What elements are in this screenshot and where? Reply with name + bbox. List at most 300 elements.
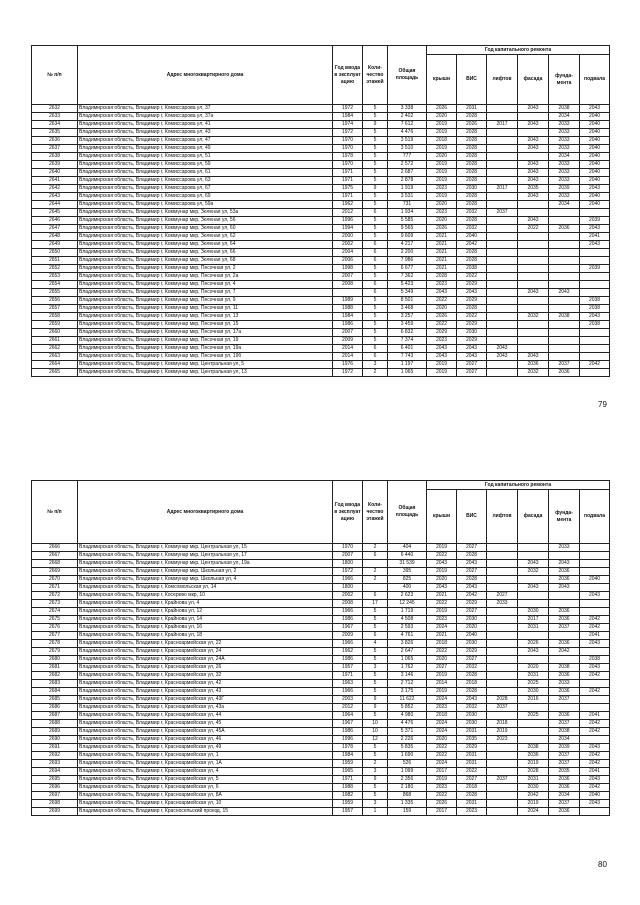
- cell-floors: 9: [363, 776, 388, 784]
- cell-roof-year: 2023: [427, 185, 457, 193]
- cell-basement-year: 2040: [580, 129, 610, 137]
- cell-foundation-year: [549, 209, 580, 217]
- cell-address: Владимирская область, Владимир г, Комиссарова ул, 37а: [78, 113, 333, 121]
- cell-row-num: 2691: [32, 744, 78, 752]
- cell-row-num: 2653: [32, 273, 78, 281]
- cell-vis-year: 2030: [457, 640, 487, 648]
- cell-year-built: 1964: [333, 712, 363, 720]
- cell-vis-year: 2035: [457, 736, 487, 744]
- cell-roof-year: 2023: [427, 784, 457, 792]
- cell-basement-year: 2043: [580, 776, 610, 784]
- cell-row-num: 2652: [32, 265, 78, 273]
- cell-vis-year: 2027: [457, 608, 487, 616]
- header-sub-facade: фасада: [518, 490, 549, 544]
- cell-facade-year: 2038: [518, 744, 549, 752]
- cell-roof-year: 2026: [427, 313, 457, 321]
- cell-foundation-year: 2033: [549, 137, 580, 145]
- cell-vis-year: 2032: [457, 209, 487, 217]
- cell-total-area: 7 986: [388, 257, 427, 265]
- cell-total-area: 3 257: [388, 313, 427, 321]
- cell-year-built: 1959: [333, 760, 363, 768]
- cell-foundation-year: [549, 297, 580, 305]
- table-row: [32, 656, 610, 664]
- table-row: [32, 592, 610, 600]
- cell-floors: 5: [363, 225, 388, 233]
- cell-address: Владимирская область, Владимир г, Крайнова ул, 18: [78, 632, 333, 640]
- cell-row-num: 2670: [32, 576, 78, 584]
- cell-address: Владимирская область, Владимир г, Коммунар мкр, Песочная ул, 19б: [78, 353, 333, 361]
- cell-lifts-year: [487, 616, 518, 624]
- cell-facade-year: [518, 600, 549, 608]
- cell-total-area: 2 712: [388, 680, 427, 688]
- cell-total-area: 1 690: [388, 752, 427, 760]
- cell-roof-year: 2021: [427, 592, 457, 600]
- cell-foundation-year: 2037: [549, 752, 580, 760]
- cell-facade-year: 2030: [518, 608, 549, 616]
- header-sub-roof: крыши: [427, 490, 457, 544]
- cell-row-num: 2697: [32, 792, 78, 800]
- cell-year-built: 1965: [333, 768, 363, 776]
- cell-facade-year: 2043: [518, 289, 549, 297]
- cell-year-built: 1998: [333, 265, 363, 273]
- cell-lifts-year: [487, 712, 518, 720]
- cell-basement-year: 2042: [580, 361, 610, 369]
- cell-row-num: 2651: [32, 257, 78, 265]
- table-row: [32, 153, 610, 161]
- cell-basement-year: 2041: [580, 632, 610, 640]
- cell-total-area: 731: [388, 201, 427, 209]
- cell-facade-year: [518, 153, 549, 161]
- cell-vis-year: 2030: [457, 185, 487, 193]
- cell-roof-year: 2022: [427, 744, 457, 752]
- cell-total-area: 404: [388, 544, 427, 552]
- cell-facade-year: 2025: [518, 680, 549, 688]
- cell-floors: 5: [363, 712, 388, 720]
- cell-address: Владимирская область, Владимир г, Комиссарова ул, 43: [78, 129, 333, 137]
- cell-floors: 9: [363, 121, 388, 129]
- cell-row-num: 2692: [32, 752, 78, 760]
- cell-foundation-year: 2034: [549, 792, 580, 800]
- cell-year-built: 1957: [333, 808, 363, 816]
- cell-row-num: 2645: [32, 209, 78, 217]
- cell-foundation-year: 2033: [549, 193, 580, 201]
- cell-address: Владимирская область, Владимир г, Красноармейская ул, 43: [78, 688, 333, 696]
- cell-address: Владимирская область, Владимир г, Красноармейская ул, 4: [78, 768, 333, 776]
- cell-floors: 6: [363, 632, 388, 640]
- cell-year-built: 1970: [333, 161, 363, 169]
- header-sub-basement: подвала: [580, 55, 610, 105]
- cell-row-num: 2634: [32, 121, 78, 129]
- cell-address: Владимирская область, Владимир г, Красноармейская ул, 45А: [78, 728, 333, 736]
- cell-total-area: 4 761: [388, 632, 427, 640]
- cell-foundation-year: [549, 265, 580, 273]
- cell-facade-year: [518, 728, 549, 736]
- cell-address: Владимирская область, Владимир г, Коммунар мкр, Зеленая ул, 64: [78, 241, 333, 249]
- cell-year-built: 1970: [333, 137, 363, 145]
- cell-address: Владимирская область, Владимир г, Красноармейская ул, 5: [78, 776, 333, 784]
- cell-floors: 6: [363, 289, 388, 297]
- table-row: [32, 744, 610, 752]
- cell-basement-year: 2040: [580, 137, 610, 145]
- cell-floors: 5: [363, 177, 388, 185]
- cell-address: Владимирская область, Владимир г, Коммунар мкр, Центральная ул, 5: [78, 361, 333, 369]
- cell-facade-year: [518, 233, 549, 241]
- cell-facade-year: 2030: [518, 688, 549, 696]
- cell-basement-year: 2040: [580, 121, 610, 129]
- cell-vis-year: 2032: [457, 704, 487, 712]
- cell-roof-year: 2019: [427, 121, 457, 129]
- cell-total-area: 2 226: [388, 736, 427, 744]
- cell-floors: 5: [363, 624, 388, 632]
- cell-address: Владимирская область, Владимир г, Комиссарова ул, 51: [78, 153, 333, 161]
- cell-lifts-year: [487, 752, 518, 760]
- cell-row-num: 2666: [32, 544, 78, 552]
- cell-lifts-year: [487, 153, 518, 161]
- table-row: [32, 552, 610, 560]
- cell-basement-year: [580, 568, 610, 576]
- cell-basement-year: [580, 560, 610, 568]
- cell-roof-year: 2019: [427, 145, 457, 153]
- cell-total-area: 6 832: [388, 329, 427, 337]
- cell-lifts-year: [487, 784, 518, 792]
- cell-vis-year: 2029: [457, 337, 487, 345]
- cell-lifts-year: [487, 105, 518, 113]
- cell-roof-year: 2020: [427, 201, 457, 209]
- cell-year-built: 1966: [333, 576, 363, 584]
- cell-address: Владимирская область, Владимир г, Коммунар мкр, Песочная ул, 19: [78, 337, 333, 345]
- cell-row-num: 2656: [32, 297, 78, 305]
- cell-total-area: 4 476: [388, 720, 427, 728]
- cell-row-num: 2654: [32, 281, 78, 289]
- cell-basement-year: 2038: [580, 656, 610, 664]
- cell-foundation-year: [549, 600, 580, 608]
- cell-address: Владимирская область, Владимир г, Красноармейская ул, 32: [78, 672, 333, 680]
- cell-basement-year: 2042: [580, 720, 610, 728]
- cell-vis-year: 2018: [457, 784, 487, 792]
- cell-basement-year: 2042: [580, 616, 610, 624]
- cell-year-built: 1963: [333, 680, 363, 688]
- cell-basement-year: [580, 273, 610, 281]
- cell-foundation-year: [549, 241, 580, 249]
- cell-roof-year: 2043: [427, 560, 457, 568]
- cell-foundation-year: 2043: [549, 584, 580, 592]
- header-sub-vis: ВИС: [457, 490, 487, 544]
- cell-vis-year: 2030: [457, 712, 487, 720]
- cell-row-num: 2688: [32, 720, 78, 728]
- cell-facade-year: [518, 704, 549, 712]
- cell-year-built: 1971: [333, 169, 363, 177]
- cell-vis-year: 2028: [457, 552, 487, 560]
- cell-address: Владимирская область, Владимир г, Коммунар мкр, Зеленая ул, 62: [78, 233, 333, 241]
- cell-floors: [363, 584, 388, 592]
- cell-year-built: 1984: [333, 113, 363, 121]
- cell-basement-year: [580, 600, 610, 608]
- table-row: [32, 209, 610, 217]
- cell-facade-year: 2026: [518, 640, 549, 648]
- cell-foundation-year: [549, 592, 580, 600]
- cell-roof-year: 2019: [427, 177, 457, 185]
- cell-total-area: 2 356: [388, 776, 427, 784]
- cell-vis-year: 2028: [457, 792, 487, 800]
- cell-lifts-year: [487, 544, 518, 552]
- cell-roof-year: 2019: [427, 568, 457, 576]
- cell-address: Владимирская область, Владимир г, Коммунар мкр, Песочная ул, 17а: [78, 329, 333, 337]
- cell-year-built: 2004: [333, 249, 363, 257]
- cell-row-num: 2672: [32, 592, 78, 600]
- header-sub-foundation: фунда-мента: [549, 490, 580, 544]
- cell-roof-year: 2019: [427, 361, 457, 369]
- cell-basement-year: 2040: [580, 792, 610, 800]
- table-row: [32, 145, 610, 153]
- table-row: [32, 632, 610, 640]
- cell-roof-year: 2028: [427, 273, 457, 281]
- cell-row-num: 2669: [32, 568, 78, 576]
- cell-lifts-year: 2018: [487, 720, 518, 728]
- table-row: [32, 361, 610, 369]
- cell-total-area: 3 826: [388, 640, 427, 648]
- cell-basement-year: 2043: [580, 592, 610, 600]
- cell-total-area: 2 878: [388, 177, 427, 185]
- cell-roof-year: 2043: [427, 289, 457, 297]
- table-row: [32, 217, 610, 225]
- cell-basement-year: 2041: [580, 768, 610, 776]
- table-row: [32, 297, 610, 305]
- cell-lifts-year: [487, 217, 518, 225]
- table-body-page-2: [32, 544, 610, 816]
- cell-total-area: 3 468: [388, 305, 427, 313]
- cell-basement-year: 2040: [580, 169, 610, 177]
- table-row: [32, 712, 610, 720]
- cell-year-built: 1957: [333, 664, 363, 672]
- cell-address: Владимирская область, Владимир г, Коммунар мкр, Центральная ул, 13: [78, 369, 333, 377]
- cell-total-area: 6 440: [388, 552, 427, 560]
- cell-total-area: 395: [388, 568, 427, 576]
- header-num: № п/п: [32, 481, 78, 544]
- cell-vis-year: 2043: [457, 345, 487, 353]
- cell-roof-year: 2023: [427, 281, 457, 289]
- cell-row-num: 2680: [32, 656, 78, 664]
- cell-total-area: 2 572: [388, 161, 427, 169]
- cell-roof-year: 2020: [427, 656, 457, 664]
- cell-row-num: 2676: [32, 624, 78, 632]
- cell-address: Владимирская область, Владимир г, Коммунар мкр, Зеленая ул, 53а: [78, 209, 333, 217]
- cell-floors: 5: [363, 129, 388, 137]
- cell-roof-year: 2022: [427, 321, 457, 329]
- cell-basement-year: [580, 289, 610, 297]
- cell-total-area: 5 835: [388, 744, 427, 752]
- cell-roof-year: 2021: [427, 632, 457, 640]
- cell-lifts-year: [487, 337, 518, 345]
- header-sub-basement: подвала: [580, 490, 610, 544]
- cell-address: Владимирская область, Владимир г, Коммунар мкр, Центральная ул, 19а: [78, 560, 333, 568]
- cell-row-num: 2650: [32, 249, 78, 257]
- cell-roof-year: 2021: [427, 233, 457, 241]
- cell-total-area: 2 200: [388, 249, 427, 257]
- cell-lifts-year: [487, 193, 518, 201]
- table-row: [32, 273, 610, 281]
- table-row: [32, 169, 610, 177]
- cell-vis-year: 2023: [457, 808, 487, 816]
- cell-row-num: 2642: [32, 185, 78, 193]
- cell-floors: 5: [363, 233, 388, 241]
- table-row: [32, 249, 610, 257]
- cell-row-num: 2679: [32, 648, 78, 656]
- cell-address: Владимирская область, Владимир г, Коммунар мкр, Песочная ул, 7: [78, 289, 333, 297]
- cell-lifts-year: 2017: [487, 121, 518, 129]
- cell-roof-year: 2018: [427, 640, 457, 648]
- cell-facade-year: [518, 544, 549, 552]
- cell-year-built: 2012: [333, 209, 363, 217]
- table-row: [32, 185, 610, 193]
- cell-foundation-year: 2036: [549, 776, 580, 784]
- cell-facade-year: 2016: [518, 696, 549, 704]
- cell-roof-year: 2019: [427, 369, 457, 377]
- cell-vis-year: 2029: [457, 648, 487, 656]
- cell-lifts-year: [487, 672, 518, 680]
- cell-foundation-year: 2036: [549, 672, 580, 680]
- cell-vis-year: 2027: [457, 568, 487, 576]
- cell-row-num: 2678: [32, 640, 78, 648]
- table-row: [32, 784, 610, 792]
- cell-year-built: 1988: [333, 784, 363, 792]
- cell-basement-year: [580, 345, 610, 353]
- cell-year-built: 1986: [333, 616, 363, 624]
- cell-lifts-year: 2037: [487, 209, 518, 217]
- cell-address: Владимирская область, Владимир г, Коммунар мкр, Песочная ул, 13: [78, 313, 333, 321]
- cell-facade-year: [518, 656, 549, 664]
- cell-lifts-year: 2037: [487, 776, 518, 784]
- cell-roof-year: 2022: [427, 600, 457, 608]
- cell-total-area: 6 401: [388, 345, 427, 353]
- cell-address: Владимирская область, Владимир г, Красноармейская ул, 10: [78, 800, 333, 808]
- cell-basement-year: 2043: [580, 185, 610, 193]
- cell-foundation-year: 2036: [549, 225, 580, 233]
- cell-year-built: 2002: [333, 241, 363, 249]
- cell-year-built: 1988: [333, 305, 363, 313]
- cell-facade-year: 2043: [518, 560, 549, 568]
- cell-address: Владимирская область, Владимир г, Коммунар мкр, Зеленая ул, 56: [78, 217, 333, 225]
- cell-vis-year: 2028: [457, 257, 487, 265]
- cell-foundation-year: 2034: [549, 113, 580, 121]
- cell-roof-year: 2020: [427, 113, 457, 121]
- cell-year-built: 2007: [333, 552, 363, 560]
- cell-total-area: 4 980: [388, 712, 427, 720]
- cell-foundation-year: 2036: [549, 608, 580, 616]
- cell-floors: 6: [363, 353, 388, 361]
- cell-row-num: 2637: [32, 145, 78, 153]
- cell-foundation-year: 2038: [549, 313, 580, 321]
- cell-floors: 5: [363, 752, 388, 760]
- cell-lifts-year: 2017: [487, 185, 518, 193]
- cell-lifts-year: [487, 313, 518, 321]
- cell-basement-year: [580, 584, 610, 592]
- cell-roof-year: 2019: [427, 161, 457, 169]
- cell-foundation-year: 2037: [549, 361, 580, 369]
- cell-lifts-year: [487, 289, 518, 297]
- cell-year-built: 2002: [333, 592, 363, 600]
- table-row: [32, 313, 610, 321]
- cell-vis-year: 2028: [457, 169, 487, 177]
- cell-basement-year: 2040: [580, 193, 610, 201]
- cell-year-built: 1967: [333, 720, 363, 728]
- cell-basement-year: [580, 337, 610, 345]
- cell-lifts-year: [487, 760, 518, 768]
- table-row: [32, 640, 610, 648]
- cell-row-num: 2633: [32, 113, 78, 121]
- cell-total-area: 5 349: [388, 289, 427, 297]
- cell-address: Владимирская область, Владимир г, Коммунар мкр, Зеленая ул, 60: [78, 225, 333, 233]
- cell-foundation-year: 2036: [549, 688, 580, 696]
- cell-year-built: 1996: [333, 217, 363, 225]
- cell-lifts-year: [487, 113, 518, 121]
- table-row: [32, 728, 610, 736]
- cell-total-area: 2 402: [388, 113, 427, 121]
- page-gap: [0, 430, 640, 431]
- cell-lifts-year: 2043: [487, 353, 518, 361]
- cell-address: Владимирская область, Владимир г, Комиссарова ул, 61: [78, 169, 333, 177]
- cell-foundation-year: 2036: [549, 369, 580, 377]
- cell-facade-year: [518, 257, 549, 265]
- cell-roof-year: 2019: [427, 608, 457, 616]
- cell-year-built: 1970: [333, 544, 363, 552]
- cell-year-built: 1984: [333, 752, 363, 760]
- table-row: [32, 768, 610, 776]
- page-number-2: 80: [598, 860, 607, 869]
- cell-year-built: 1959: [333, 800, 363, 808]
- table-row: [32, 624, 610, 632]
- cell-basement-year: 2040: [580, 145, 610, 153]
- cell-total-area: 2 180: [388, 784, 427, 792]
- cell-lifts-year: [487, 305, 518, 313]
- cell-facade-year: [518, 321, 549, 329]
- cell-floors: 5: [363, 305, 388, 313]
- cell-basement-year: [580, 608, 610, 616]
- cell-address: Владимирская область, Владимир г, Коммунар мкр, Песочная ул, 2а: [78, 273, 333, 281]
- cell-foundation-year: [549, 656, 580, 664]
- cell-total-area: 9 609: [388, 233, 427, 241]
- cell-year-built: 1982: [333, 792, 363, 800]
- cell-foundation-year: 2039: [549, 185, 580, 193]
- cell-floors: 5: [363, 297, 388, 305]
- cell-floors: 5: [363, 648, 388, 656]
- cell-year-built: 2006: [333, 257, 363, 265]
- cell-total-area: 868: [388, 792, 427, 800]
- cell-floors: 12: [363, 736, 388, 744]
- cell-total-area: 1 919: [388, 185, 427, 193]
- table-row: [32, 560, 610, 568]
- cell-facade-year: [518, 337, 549, 345]
- cell-roof-year: 2022: [427, 552, 457, 560]
- cell-facade-year: [518, 249, 549, 257]
- cell-row-num: 2632: [32, 105, 78, 113]
- cell-basement-year: [580, 369, 610, 377]
- table-row: [32, 225, 610, 233]
- cell-floors: 5: [363, 153, 388, 161]
- table-row: [32, 736, 610, 744]
- cell-vis-year: 2030: [457, 329, 487, 337]
- cell-vis-year: 2020: [457, 624, 487, 632]
- header-floors: Коли-чество этажей: [363, 481, 388, 544]
- cell-year-built: 2003: [333, 696, 363, 704]
- cell-floors: 4: [363, 640, 388, 648]
- cell-basement-year: 2042: [580, 760, 610, 768]
- cell-roof-year: 2027: [427, 664, 457, 672]
- cell-year-built: 1962: [333, 648, 363, 656]
- table-row: [32, 568, 610, 576]
- cell-floors: 5: [363, 616, 388, 624]
- cell-address: Владимирская область, Владимир г, Коммунар мкр, Песочная ул, 11: [78, 305, 333, 313]
- header-area: Общая площадь: [388, 481, 427, 544]
